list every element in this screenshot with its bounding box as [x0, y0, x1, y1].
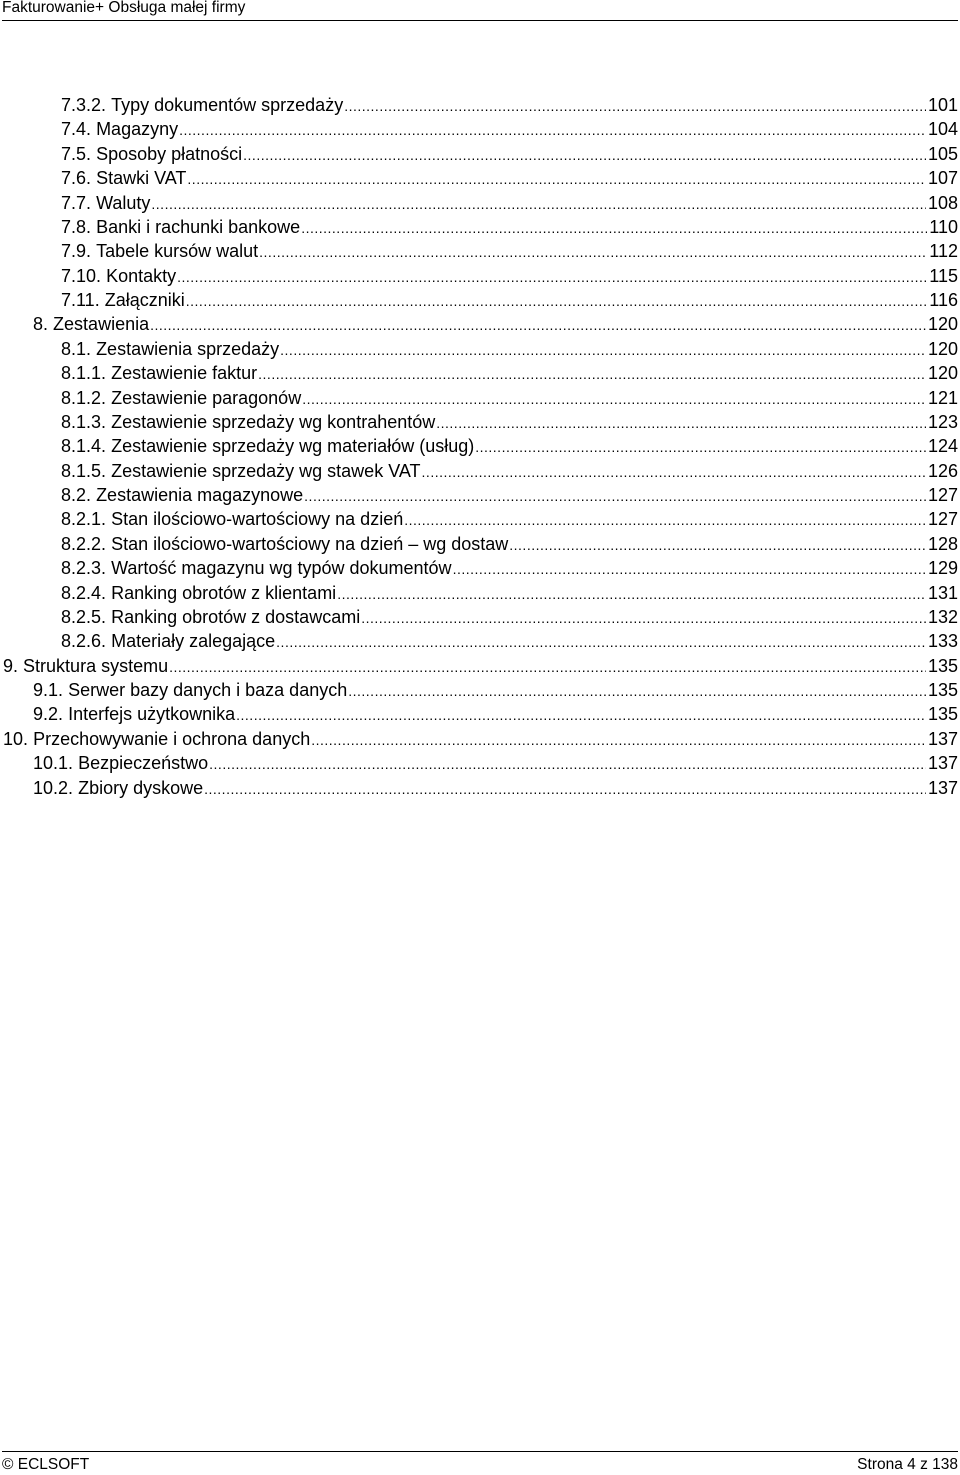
toc-entry-number: 8.1.3.: [61, 411, 107, 432]
toc-entry-title: Zestawienie sprzedaży wg materiałów (usług): [111, 436, 475, 457]
toc-entry-page: 135: [927, 704, 958, 725]
toc-entry-page: 137: [927, 728, 958, 749]
toc-entry-page: 126: [927, 460, 958, 481]
toc-entry-number: 7.7.: [61, 192, 92, 213]
toc-entry-number: 8.2.4.: [61, 582, 107, 603]
toc-entry[interactable]: [0, 288, 960, 312]
toc-entry-title: Magazyny: [96, 119, 179, 140]
dot-leader: [280, 338, 926, 361]
toc-entry-number: 8.2.: [61, 485, 92, 505]
toc-entry-number: 8.1.5.: [61, 460, 107, 481]
toc-entry-number: 9.: [3, 655, 19, 676]
toc-entry-title: Zestawienia: [53, 314, 150, 335]
page-footer: [2, 1451, 958, 1475]
toc-entry-title: Waluty: [96, 192, 151, 213]
toc-entry-title: Ranking obrotów z klientami: [111, 582, 337, 603]
toc-entry[interactable]: [0, 264, 960, 288]
toc-entry-title: Zestawienia sprzedaży: [96, 338, 280, 359]
toc-entry[interactable]: [0, 434, 960, 458]
toc-entry-number: 8.1.1.: [61, 363, 107, 384]
toc-entry[interactable]: [0, 337, 960, 361]
document-title: Fakturowanie+ Obsługa małej firmy: [2, 0, 246, 16]
toc-entry-title: Banki i rachunki bankowe: [96, 216, 301, 237]
toc-entry-page: 132: [927, 606, 958, 627]
toc-entry[interactable]: [0, 678, 960, 702]
toc-entry-title: Zestawienia magazynowe: [96, 485, 304, 505]
toc-entry-title: Struktura systemu: [23, 655, 169, 676]
toc-entry-number: 9.1.: [33, 680, 64, 700]
toc-entry-number: 7.3.2.: [61, 95, 107, 115]
toc-entry-title: Zestawienie paragonów: [111, 387, 302, 408]
toc-entry-title: Ranking obrotów z dostawcami: [111, 606, 361, 627]
dot-leader: [337, 582, 926, 605]
toc-entry[interactable]: [0, 654, 960, 678]
toc-entry-number: 10.2.: [33, 777, 74, 798]
toc-entry[interactable]: [0, 386, 960, 410]
dot-leader: [276, 630, 926, 653]
dot-leader: [243, 143, 926, 166]
dot-leader: [475, 435, 926, 458]
toc-entry-number: 7.11.: [61, 290, 100, 310]
toc-entry-title: Zbiory dyskowe: [78, 777, 204, 798]
toc-entry[interactable]: [0, 166, 960, 190]
dot-leader: [177, 265, 927, 288]
dot-leader: [179, 118, 926, 141]
toc-entry-page: 129: [927, 558, 958, 579]
dot-leader: [151, 192, 926, 215]
toc-entry-page: 110: [929, 216, 958, 237]
toc-entry-title: Materiały zalegające: [111, 631, 276, 652]
dot-leader: [169, 655, 926, 678]
toc-entry[interactable]: [0, 727, 960, 751]
dot-leader: [204, 777, 926, 800]
toc-entry-title: Kontakty: [106, 265, 177, 286]
toc-entry-page: 104: [927, 119, 958, 140]
dot-leader: [422, 460, 926, 483]
toc-entry-number: 7.10.: [61, 265, 102, 286]
toc-entry-page: 124: [927, 436, 958, 457]
toc-entry-page: 121: [927, 387, 958, 408]
toc-entry-number: 7.5.: [61, 143, 92, 164]
toc-entry[interactable]: [0, 507, 960, 531]
toc-entry-number: 8.2.3.: [61, 558, 107, 579]
toc-entry[interactable]: [0, 459, 960, 483]
toc-entry[interactable]: [0, 410, 960, 434]
toc-entry-page: 137: [927, 753, 958, 774]
page-header: [2, 0, 958, 21]
toc-entry-title: Stawki VAT: [96, 168, 187, 189]
toc-entry[interactable]: [0, 191, 960, 215]
toc-entry[interactable]: [0, 93, 960, 117]
dot-leader: [304, 484, 926, 507]
toc-entry-title: Zestawienie sprzedaży wg stawek VAT: [111, 460, 421, 481]
toc-entry[interactable]: [0, 312, 960, 336]
toc-entry-page: 123: [927, 411, 958, 432]
toc-entry[interactable]: [0, 117, 960, 141]
dot-leader: [187, 167, 926, 190]
toc-entry-number: 7.8.: [61, 216, 92, 237]
dot-leader: [258, 362, 926, 385]
table-of-contents: [0, 93, 960, 800]
toc-entry-title: Stan ilościowo-wartościowy na dzień – wg dostaw: [111, 533, 509, 554]
toc-entry-page: 107: [927, 168, 958, 189]
toc-entry-page: 127: [927, 509, 958, 530]
toc-entry-title: Zestawienie sprzedaży wg kontrahentów: [111, 411, 436, 432]
toc-entry[interactable]: [0, 556, 960, 580]
toc-entry[interactable]: [0, 483, 960, 507]
dot-leader: [311, 728, 926, 751]
toc-entry-number: 7.4.: [61, 119, 92, 140]
toc-entry-page: 135: [927, 680, 958, 700]
toc-entry-number: 7.6.: [61, 168, 92, 189]
toc-entry-page: 112: [929, 241, 958, 262]
toc-entry-title: Bezpieczeństwo: [78, 753, 209, 774]
dot-leader: [150, 313, 926, 336]
toc-entry-number: 10.: [3, 728, 29, 749]
dot-leader: [436, 411, 926, 434]
toc-entry[interactable]: [0, 239, 960, 263]
toc-entry-page: 105: [927, 143, 958, 164]
toc-entry[interactable]: [0, 532, 960, 556]
page-number: Strona 4 z 138: [857, 1456, 958, 1473]
toc-entry-number: 10.1.: [33, 753, 74, 774]
toc-entry[interactable]: [0, 361, 960, 385]
toc-entry-number: 8.2.5.: [61, 606, 107, 627]
toc-entry[interactable]: [0, 702, 960, 726]
toc-entry-number: 8.1.: [61, 338, 92, 359]
toc-entry-page: 120: [927, 314, 958, 335]
dot-leader: [509, 533, 926, 556]
toc-entry[interactable]: [0, 776, 960, 800]
dot-leader: [302, 387, 926, 410]
dot-leader: [348, 679, 926, 702]
toc-entry-number: 8.2.1.: [61, 509, 107, 530]
toc-entry-page: 115: [929, 265, 958, 286]
toc-entry-page: 127: [927, 485, 958, 505]
toc-entry-page: 120: [927, 338, 958, 359]
toc-entry[interactable]: [0, 142, 960, 166]
toc-entry-page: 120: [927, 363, 958, 384]
toc-entry-page: 137: [927, 777, 958, 798]
toc-entry-page: 116: [929, 290, 958, 310]
toc-entry-page: 131: [927, 582, 958, 603]
toc-entry-title: Załączniki: [104, 290, 185, 310]
toc-entry-title: Serwer bazy danych i baza danych: [68, 680, 348, 700]
toc-entry-number: 9.2.: [33, 704, 64, 725]
toc-entry-title: Interfejs użytkownika: [68, 704, 236, 725]
dot-leader: [404, 508, 926, 531]
toc-entry[interactable]: [0, 751, 960, 775]
toc-entry-number: 8.1.2.: [61, 387, 107, 408]
dot-leader: [186, 289, 928, 312]
toc-entry-title: Stan ilościowo-wartościowy na dzień: [111, 509, 404, 530]
toc-entry[interactable]: [0, 215, 960, 239]
toc-entry-number: 8.1.4.: [61, 436, 107, 457]
toc-entry-number: 8.: [33, 314, 49, 335]
dot-leader: [453, 557, 926, 580]
copyright-notice: © ECLSOFT: [2, 1456, 90, 1473]
toc-entry-number: 8.2.2.: [61, 533, 107, 554]
toc-entry-title: Tabele kursów walut: [96, 241, 259, 262]
toc-entry[interactable]: [0, 605, 960, 629]
toc-entry-title: Przechowywanie i ochrona danych: [33, 728, 311, 749]
toc-entry[interactable]: [0, 581, 960, 605]
toc-entry-number: 8.2.6.: [61, 631, 107, 652]
toc-entry-title: Sposoby płatności: [96, 143, 243, 164]
dot-leader: [236, 703, 926, 726]
dot-leader: [259, 240, 927, 263]
toc-entry-title: Wartość magazynu wg typów dokumentów: [111, 558, 452, 579]
toc-entry-page: 108: [927, 192, 958, 213]
dot-leader: [301, 216, 927, 239]
toc-entry-page: 101: [927, 95, 958, 115]
dot-leader: [209, 752, 926, 775]
toc-entry-number: 7.9.: [61, 241, 92, 262]
toc-entry-page: 133: [927, 631, 958, 652]
toc-entry-page: 135: [927, 655, 958, 676]
toc-entry[interactable]: [0, 629, 960, 653]
toc-entry-title: Typy dokumentów sprzedaży: [111, 95, 344, 115]
dot-leader: [344, 94, 926, 117]
toc-entry-page: 128: [927, 533, 958, 554]
dot-leader: [361, 606, 926, 629]
toc-entry-title: Zestawienie faktur: [111, 363, 258, 384]
